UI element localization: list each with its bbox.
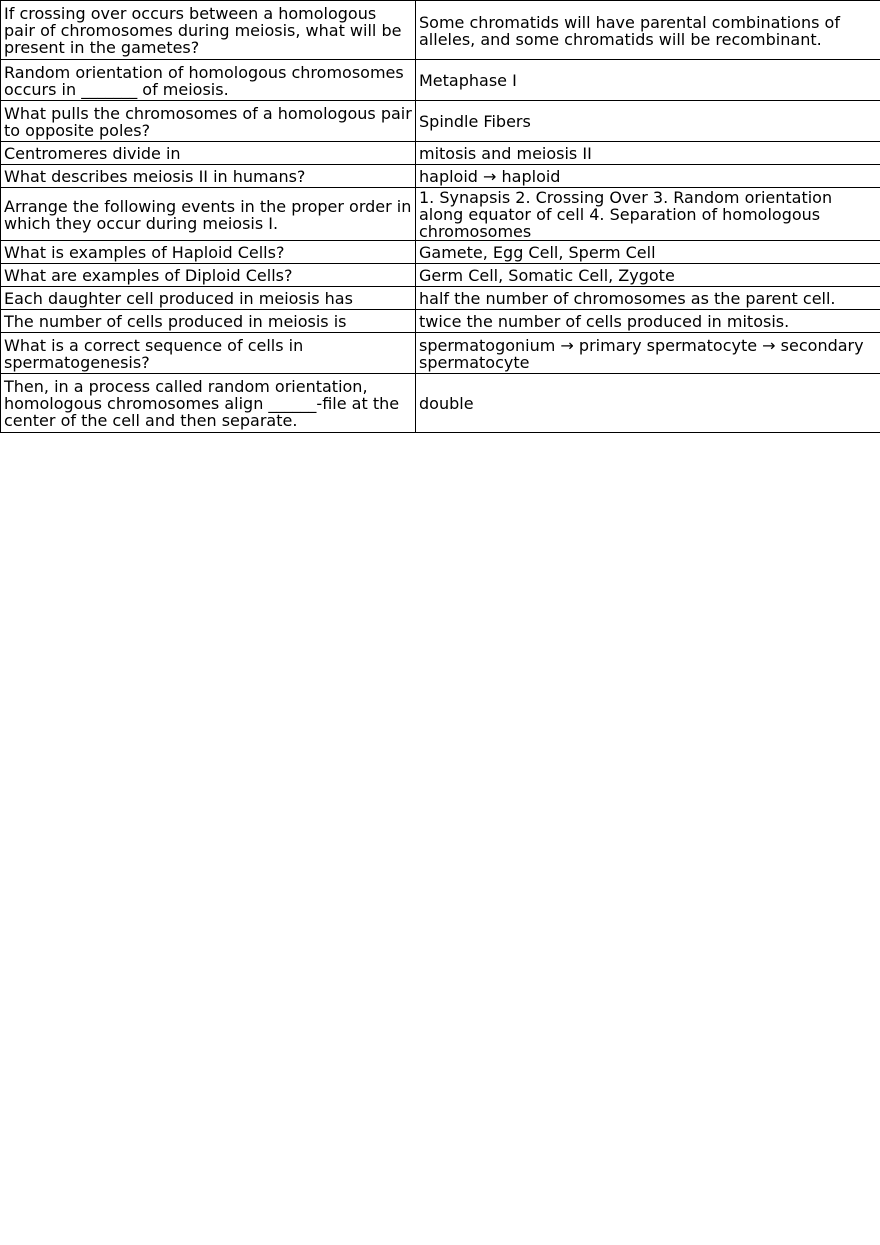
- term-cell: What are examples of Diploid Cells?: [1, 264, 416, 287]
- term-cell: If crossing over occurs between a homologous pair of chromosomes during meiosis, what will be present in the gametes?: [1, 1, 416, 60]
- definition-cell: Spindle Fibers: [416, 101, 880, 142]
- term-cell: Arrange the following events in the proper order in which they occur during meiosis I.: [1, 188, 416, 241]
- table-row: [1, 165, 880, 188]
- table-row: [1, 188, 880, 241]
- table-row: [1, 287, 880, 310]
- term-cell: What describes meiosis II in humans?: [1, 165, 416, 188]
- definition-cell: twice the number of cells produced in mitosis.: [416, 310, 880, 333]
- term-cell: The number of cells produced in meiosis is: [1, 310, 416, 333]
- table-row: [1, 241, 880, 264]
- term-cell: What pulls the chromosomes of a homologous pair to opposite poles?: [1, 101, 416, 142]
- definition-cell: Gamete, Egg Cell, Sperm Cell: [416, 241, 880, 264]
- definition-cell: double: [416, 374, 880, 433]
- definition-cell: spermatogonium → primary spermatocyte → secondary spermatocyte: [416, 333, 880, 374]
- term-cell: Each daughter cell produced in meiosis has: [1, 287, 416, 310]
- definition-cell: Germ Cell, Somatic Cell, Zygote: [416, 264, 880, 287]
- table-row: [1, 333, 880, 374]
- table-row: [1, 1, 880, 60]
- table-row: [1, 310, 880, 333]
- table-row: [1, 101, 880, 142]
- definition-cell: Some chromatids will have parental combinations of alleles, and some chromatids will be recombinant.: [416, 1, 880, 60]
- table-row: [1, 60, 880, 101]
- definition-cell: half the number of chromosomes as the parent cell.: [416, 287, 880, 310]
- definition-cell: mitosis and meiosis II: [416, 142, 880, 165]
- term-cell: Then, in a process called random orientation, homologous chromosomes align ______-file at the center of the cell and then separate.: [1, 374, 416, 433]
- term-cell: What is a correct sequence of cells in spermatogenesis?: [1, 333, 416, 374]
- definition-cell: haploid → haploid: [416, 165, 880, 188]
- definition-cell: Metaphase I: [416, 60, 880, 101]
- table-row: [1, 142, 880, 165]
- definition-cell: 1. Synapsis 2. Crossing Over 3. Random orientation along equator of cell 4. Separation of homologous chromosomes: [416, 188, 880, 241]
- term-cell: What is examples of Haploid Cells?: [1, 241, 416, 264]
- table-row: [1, 264, 880, 287]
- table-row: [1, 374, 880, 433]
- flashcard-table: [0, 0, 880, 433]
- term-cell: Centromeres divide in: [1, 142, 416, 165]
- term-cell: Random orientation of homologous chromosomes occurs in _______ of meiosis.: [1, 60, 416, 101]
